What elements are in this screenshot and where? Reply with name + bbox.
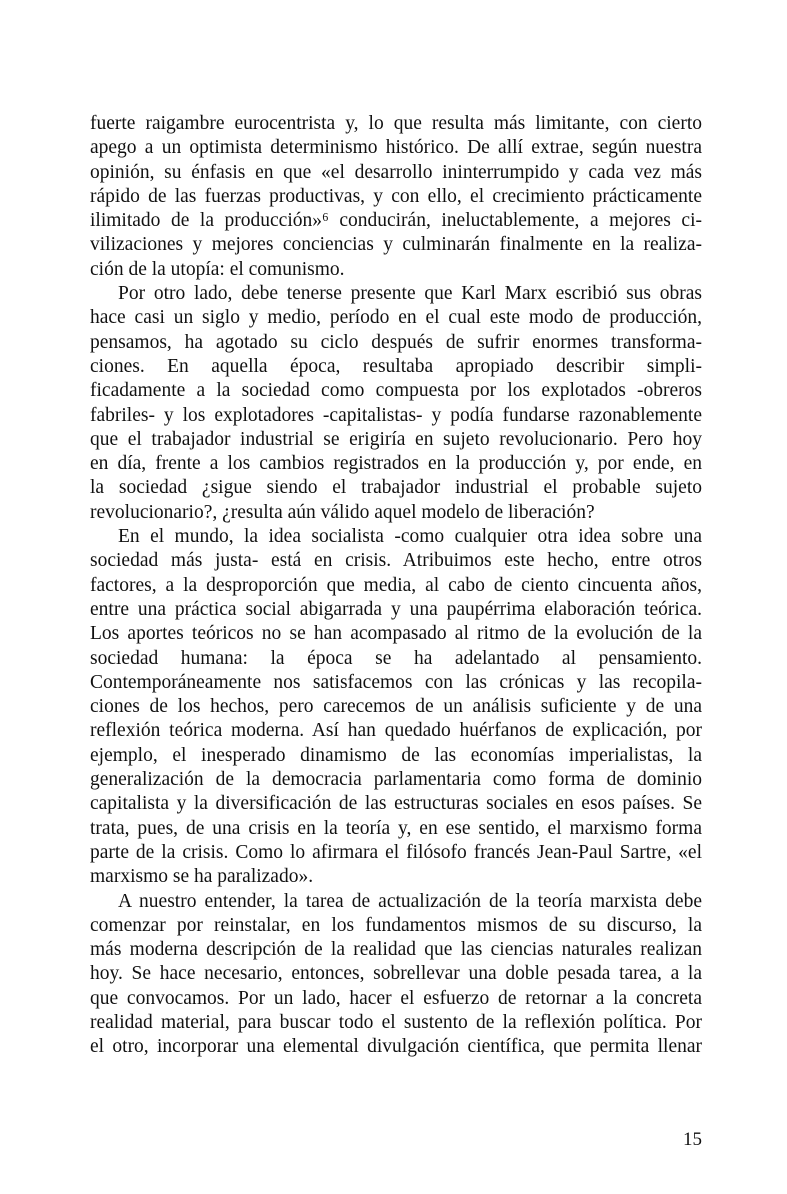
text-line: En el mundo, la idea socialista -como cualquier otra idea sobre una (118, 526, 702, 548)
paragraph-1 (90, 112, 702, 282)
text-line: capitalista y la diversificación de las estructuras sociales en esos países. Se (90, 793, 702, 815)
text-line: A nuestro entender, la tarea de actualización de la teoría marxista debe (118, 890, 702, 912)
text-line: hace casi un siglo y medio, período en el cual este modo de producción, (90, 307, 702, 329)
text-line: ción de la utopía: el comunismo. (90, 258, 345, 280)
text-line: ejemplo, el inesperado dinamismo de las economías imperialistas, la (90, 744, 702, 766)
text-line: Los aportes teóricos no se han acompasado al ritmo de la evolución de la (90, 623, 702, 645)
text-line: trata, pues, de una crisis en la teoría y, en ese sentido, el marxismo forma (90, 817, 702, 839)
text-line: fuerte raigambre eurocentrista y, lo que resulta más limitante, con cierto (90, 113, 702, 134)
text-line: vilizaciones y mejores conciencias y culminarán finalmente en la realiza- (90, 234, 702, 256)
text-line: opinión, su énfasis en que «el desarrollo ininterrumpido y cada vez más (90, 161, 702, 183)
text-line: factores, a la desproporción que media, al cabo de ciento cincuenta años, (90, 574, 702, 596)
text-line: pensamos, ha agotado su ciclo después de sufrir enormes transforma- (90, 331, 702, 353)
text-line: Contemporáneamente nos satisfacemos con las crónicas y las recopila- (90, 671, 702, 693)
text-line: el otro, incorporar una elemental divulgación científica, que permita llenar (90, 1036, 702, 1058)
text-line: reflexión teórica moderna. Así han quedado huérfanos de explicación, por (90, 720, 702, 742)
text-line: que convocamos. Por un lado, hacer el esfuerzo de retornar a la concreta (90, 987, 702, 1009)
text-line: comenzar por reinstalar, en los fundamentos mismos de su discurso, la (90, 914, 702, 936)
text-line: ficadamente a la sociedad como compuesta por los explotados -obreros (90, 380, 702, 402)
paragraph-2 (90, 282, 702, 525)
text-line: sociedad humana: la época se ha adelantado al pensamiento. (90, 647, 702, 669)
text-line: ilimitado de la producción»⁶ conducirán, ineluctablemente, a mejores ci- (90, 210, 702, 232)
body-text (90, 112, 702, 1060)
text-line: ciones. En aquella época, resultaba apropiado describir simpli- (90, 355, 702, 377)
text-line: más moderna descripción de la realidad que las ciencias naturales realizan (90, 939, 702, 961)
text-line: en día, frente a los cambios registrados en la producción y, por ende, en (90, 453, 702, 475)
text-line: realidad material, para buscar todo el sustento de la reflexión política. Por (90, 1011, 702, 1033)
text-line: generalización de la democracia parlamentaria como forma de dominio (90, 769, 702, 791)
text-line: apego a un optimista determinismo histórico. De allí extrae, según nuestra (90, 137, 702, 159)
paragraph-4 (90, 890, 702, 1060)
page-number: 15 (683, 1129, 702, 1150)
text-line: Por otro lado, debe tenerse presente que Karl Marx escribió sus obras (118, 283, 702, 305)
text-line: la sociedad ¿sigue siendo el trabajador industrial el probable sujeto (90, 477, 702, 499)
text-line: parte de la crisis. Como lo afirmara el filósofo francés Jean-Paul Sartre, «el (90, 841, 702, 863)
paragraph-3 (90, 525, 702, 889)
text-line: que el trabajador industrial se erigiría en sujeto revolucionario. Pero hoy (90, 428, 702, 450)
text-line: revolucionario?, ¿resulta aún válido aquel modelo de liberación? (90, 501, 595, 523)
text-line: rápido de las fuerzas productivas, y con ello, el crecimiento prácticamente (90, 185, 702, 207)
text-line: ciones de los hechos, pero carecemos de un análisis suficiente y de una (90, 696, 702, 718)
text-line: fabriles- y los explotadores -capitalistas- y podía fundarse razonablemente (90, 404, 702, 426)
text-line: entre una práctica social abigarrada y una paupérrima elaboración teórica. (90, 598, 702, 620)
text-line: marxismo se ha paralizado». (90, 866, 314, 888)
text-line: sociedad más justa- está en crisis. Atribuimos este hecho, entre otros (90, 550, 702, 572)
text-line: hoy. Se hace necesario, entonces, sobrellevar una doble pesada tarea, a la (90, 963, 702, 985)
